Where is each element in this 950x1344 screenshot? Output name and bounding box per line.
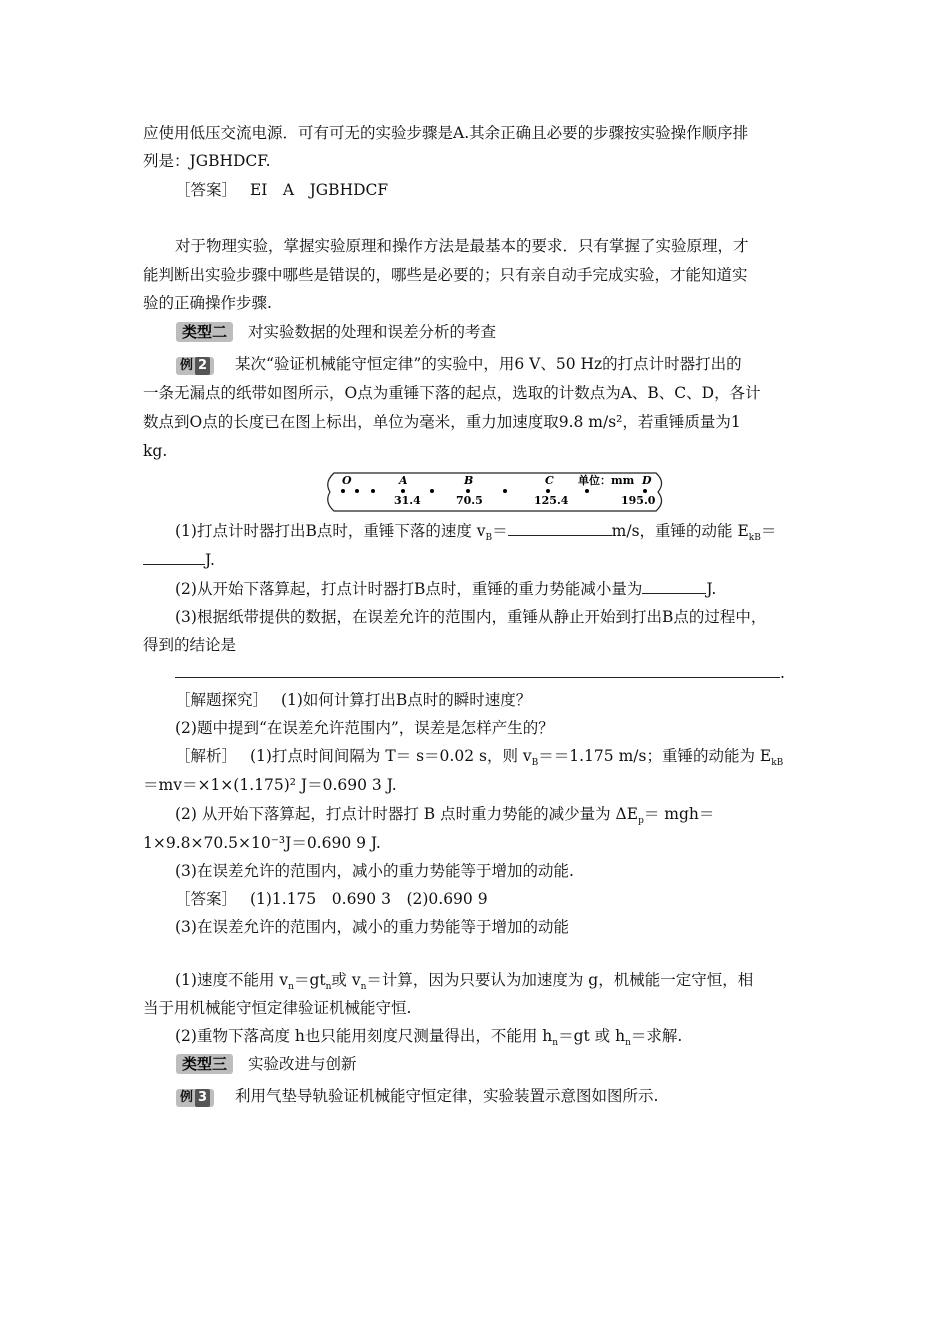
answer-blank[interactable] — [642, 578, 706, 594]
tape-dot — [355, 489, 359, 493]
tip-2-line: (1)速度不能用 $v_n=gt_n$或 $v_n=$计算，因为只要认为加速度为 g，机械能一定守恒，相 — [175, 971, 754, 993]
question-3-line: (3)根据纸带提供的数据，在误差允许的范围内，重锤从静止开始到打出B点的过程中， — [175, 608, 767, 626]
tape-dot — [401, 489, 405, 493]
analysis-text: ＝＝1.175 m/s；重锤的动能为 E — [538, 747, 772, 765]
answer-blank[interactable] — [508, 520, 612, 536]
example-badge: 例 3 — [176, 1089, 214, 1107]
tip-2-line-2: 当于用机械能守恒定律验证机械能守恒. — [143, 999, 412, 1017]
subscript: kB — [748, 533, 761, 544]
analysis-line-5: (3)在误差允许的范围内，减小的重力势能等于增加的动能. — [175, 862, 574, 880]
example-2-line — [176, 354, 742, 375]
type-badge: 类型三 — [176, 1054, 233, 1074]
explore-text: (1)如何计算打出B点时的瞬时速度？ — [280, 691, 532, 709]
question-text: . — [780, 664, 785, 682]
text-line: 数点到O点的长度已在图上标出，单位为毫米，重力加速度取9.8 m/s²，若重锤质量为1 — [143, 413, 741, 431]
question-3-blank-line — [175, 662, 785, 683]
tape-dot — [430, 489, 434, 493]
question-text: J. — [205, 551, 215, 569]
question-3-line-2: 得到的结论是 — [143, 636, 237, 654]
tape-value-label: 195.0 — [621, 494, 656, 507]
answer-blank[interactable] — [143, 549, 205, 565]
answer-2-line — [175, 889, 488, 909]
section-title: 对实验数据的处理和误差分析的考查 — [247, 323, 496, 341]
analysis-label: ［解析］ — [175, 747, 238, 765]
tip-line: 验的正确操作步骤. — [143, 294, 272, 312]
text-line: 列是：JGBHDCF. — [143, 152, 271, 170]
answer-label: ［答案］ — [175, 181, 238, 199]
answer-label: ［答案］ — [175, 890, 238, 908]
tape-point-label: C — [545, 474, 554, 487]
explore-line-2: (2)题中提到“在误差允许范围内”，误差是怎样产生的？ — [175, 719, 554, 737]
example-text: 利用气垫导轨验证机械能守恒定律，实验装置示意图如图所示. — [235, 1087, 659, 1105]
tip-line: 能判断出实验步骤中哪些是错误的，哪些是必要的；只有亲自动手完成实验，才能知道实 — [143, 266, 748, 284]
tape-point-label: D — [642, 474, 652, 487]
answer-line — [175, 180, 388, 200]
tape-point-label: B — [464, 474, 474, 487]
tape-unit-label: 单位：mm — [578, 474, 635, 487]
section-heading-type2 — [176, 322, 496, 342]
question-text: ＝ — [760, 522, 777, 540]
tape-point-label: A — [399, 474, 408, 487]
analysis-line-2: ＝mv＝×1×(1.175)² J＝0.690 3 J. — [143, 776, 397, 794]
subscript: B — [485, 533, 493, 544]
analysis-line-4: 1×9.8×70.5×10⁻³J＝0.690 9 J. — [143, 834, 381, 852]
question-1-line — [175, 520, 776, 548]
explore-label: ［解题探究］ — [175, 691, 269, 709]
question-2-line — [175, 578, 716, 599]
example-3-line — [176, 1086, 658, 1107]
analysis-text: ＝ mgh＝ — [643, 805, 715, 823]
text-line: 应使用低压交流电源．可有可无的实验步骤是A.其余正确且必要的步骤按实验操作顺序排 — [143, 124, 749, 142]
question-1-line-2 — [143, 549, 215, 570]
question-text: (1)打点计时器打出B点时，重锤下落的速度 v — [175, 522, 486, 540]
answer-2-line-2: (3)在误差允许的范围内，减小的重力势能等于增加的动能 — [175, 918, 569, 936]
tape-dot — [643, 489, 647, 493]
tape-value-label: 125.4 — [534, 494, 569, 507]
section-heading-type3 — [176, 1054, 356, 1074]
tape-dot — [466, 489, 470, 493]
tape-dot — [585, 489, 589, 493]
text-line: kg. — [143, 442, 168, 460]
paper-tape-figure — [320, 470, 670, 514]
analysis-line: ［解析］ (1)打点时间间隔为 T＝ s＝0.02 s，则 $v_B==1.175$ m/s；重锤的动能为 $E_{kB}$ — [175, 747, 784, 769]
answer-text: (1)1.175 0.690 3 (2)0.690 9 — [249, 890, 488, 908]
question-text: m/s，重锤的动能 E — [611, 522, 749, 540]
tape-dot — [546, 489, 550, 493]
analysis-text: (2) 从开始下落算起，打点计时器打 B 点时重力势能的减少量为 ΔE — [175, 805, 639, 823]
tape-point-label: O — [342, 474, 352, 487]
analysis-line-3: (2) 从开始下落算起，打点计时器打 B 点时重力势能的减少量为 $\Delta E_p= mgh=$ — [175, 805, 715, 827]
tip-2-line-3: (2)重物下落高度 h也只能用刻度尺测量得出，不能用 $h_n=gt$ 或 $h_n=$求解. — [175, 1027, 683, 1049]
question-text: J. — [706, 580, 717, 598]
answer-blank[interactable] — [175, 662, 780, 678]
text-line: 一条无漏点的纸带如图所示，O点为重锤下落的起点，选取的计数点为A、B、C、D，各计 — [143, 384, 761, 402]
section-title: 实验改进与创新 — [247, 1055, 357, 1073]
tape-value-label: 70.5 — [456, 494, 483, 507]
tape-dot — [341, 489, 345, 493]
question-text: (2)从开始下落算起，打点计时器打B点时，重锤的重力势能减小量为 — [175, 580, 643, 598]
analysis-text: (1)打点时间间隔为 T＝ s＝0.02 s，则 v — [249, 747, 532, 765]
example-badge: 例 2 — [176, 357, 214, 375]
tape-dot — [371, 489, 375, 493]
answer-text: EI A JGBHDCF — [249, 181, 389, 199]
type-badge: 类型二 — [176, 322, 233, 342]
explore-line — [175, 690, 531, 710]
example-text: 某次“验证机械能守恒定律”的实验中，用6 V、50 Hz的打点计时器打出的 — [235, 355, 742, 373]
tip-line: 对于物理实验，掌握实验原理和操作方法是最基本的要求．只有掌握了实验原理，才 — [175, 237, 749, 255]
tape-value-label: 31.4 — [394, 494, 421, 507]
question-text: ＝ — [492, 522, 508, 540]
tape-dot — [503, 489, 507, 493]
